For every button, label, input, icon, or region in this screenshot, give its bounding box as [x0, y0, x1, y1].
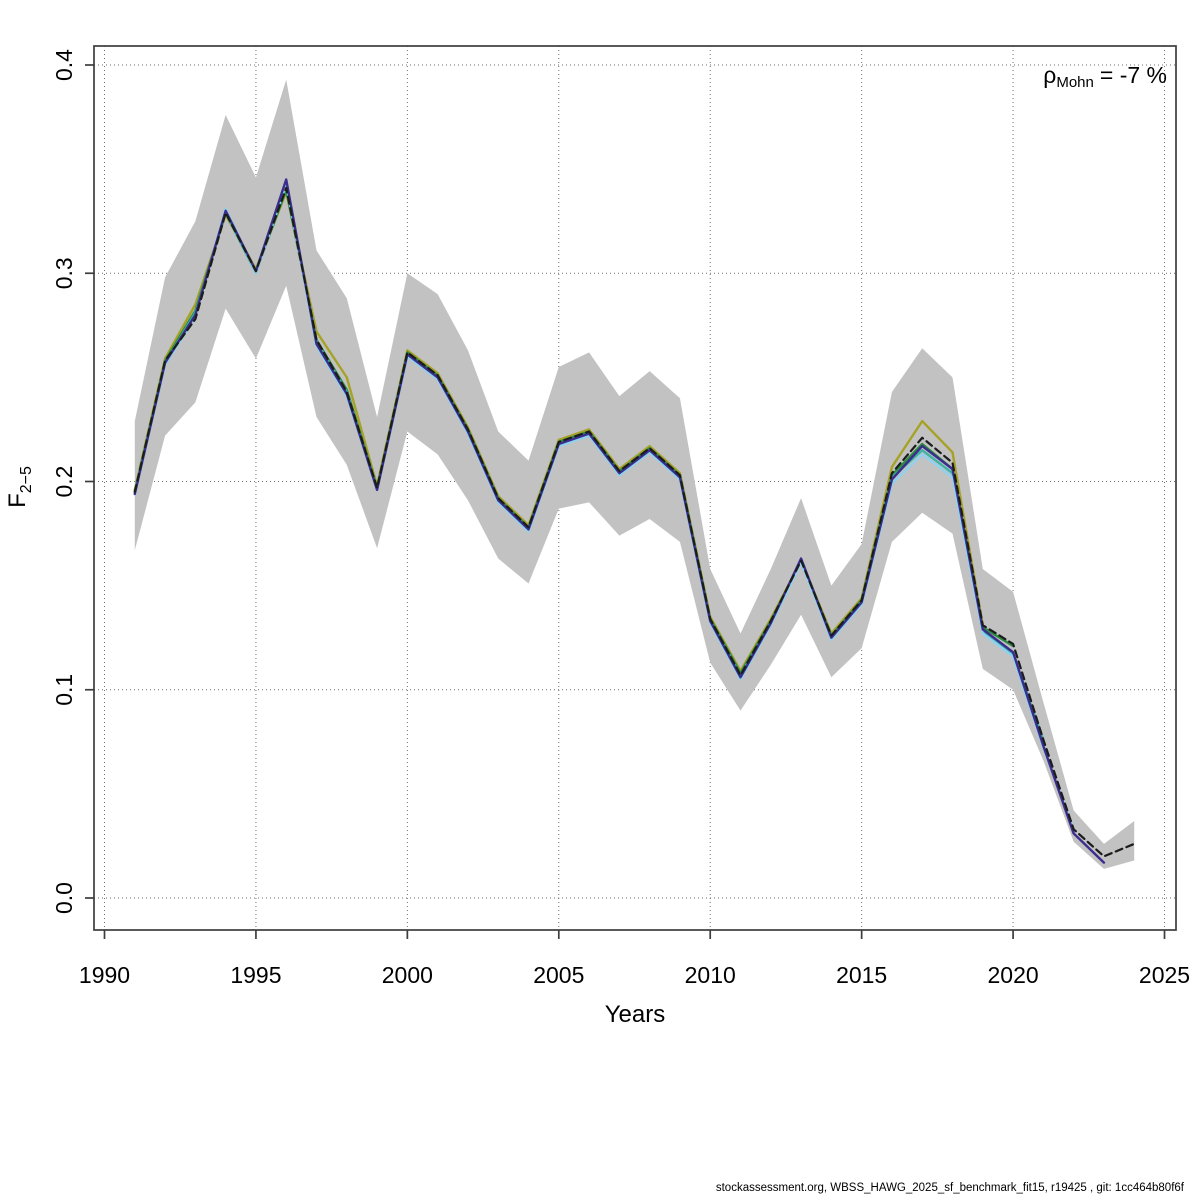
y-tick-label-0.4: 0.4 [51, 49, 77, 81]
x-tick-label-2010: 2010 [684, 962, 736, 988]
x-tick-label-2015: 2015 [836, 962, 888, 988]
y-axis-title [4, 466, 35, 508]
y-tick-label-0.1: 0.1 [51, 673, 77, 706]
x-tick-label-1995: 1995 [230, 962, 282, 988]
y-tick-label-0.2: 0.2 [51, 465, 77, 498]
chart-generated-layer [51, 46, 1190, 988]
footer-source-text: stockassessment.org, WBSS_HAWG_2025_sf_benchmark_fit15, r19425 , git: 1cc464b80f6f [715, 1182, 1184, 1194]
x-tick-label-2005: 2005 [533, 962, 585, 988]
y-tick-label-0.0: 0.0 [51, 882, 77, 914]
y-axis-title-main: F [4, 493, 31, 508]
y-tick-label-0.3: 0.3 [51, 257, 77, 290]
rho-symbol: ρ [1043, 62, 1057, 88]
x-tick-label-2000: 2000 [381, 962, 433, 988]
x-axis-title: Years [604, 1001, 666, 1028]
mohn-rho-annotation [1043, 62, 1167, 91]
x-tick-label-2025: 2025 [1138, 962, 1191, 988]
x-tick-label-1990: 1990 [78, 962, 131, 988]
x-tick-label-2020: 2020 [987, 962, 1039, 988]
y-axis-title-sub: 2−5 [18, 466, 35, 494]
rho-value: = -7 % [1099, 62, 1167, 88]
rho-subscript: Mohn [1056, 74, 1094, 91]
